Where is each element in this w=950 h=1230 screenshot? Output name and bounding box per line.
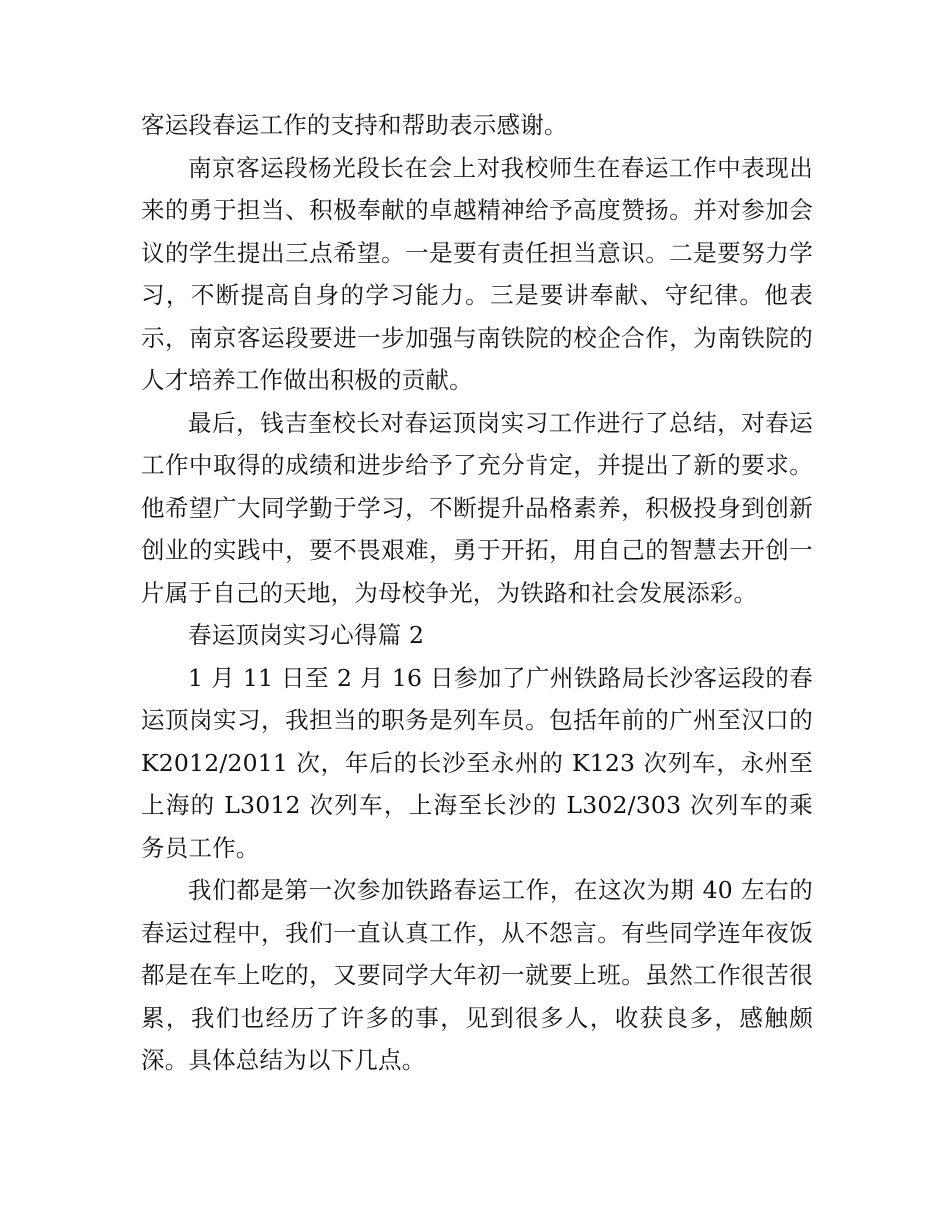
paragraph-3: 最后，钱吉奎校长对春运顶岗实习工作进行了总结，对春运工作中取得的成绩和进步给予了充分肯定，并提出了新的要求。他希望广大同学勤于学习，不断提升品格素养，积极投身到创新创业的实践中，要不畏艰难，勇于开拓，用自己的智慧去开创一片属于自己的天地，为母校争光，为铁路和社会发展添彩。: [141, 408, 813, 607]
paragraph-2: 南京客运段杨光段长在会上对我校师生在春运工作中表现出来的勇于担当、积极奉献的卓越精神给予高度赞扬。并对参加会议的学生提出三点希望。一是要有责任担当意识。二是要努力学习，不断提高自身的学习能力。三是要讲奉献、守纪律。他表示，南京客运段要进一步加强与南铁院的校企合作，为南铁院的人才培养工作做出积极的贡献。: [141, 153, 813, 394]
document-body: [141, 104, 813, 1082]
section-heading: 春运顶岗实习心得篇 2: [188, 621, 425, 649]
paragraph-4: 1 月 11 日至 2 月 16 日参加了广州铁路局长沙客运段的春运顶岗实习，我担当的职务是列车员。包括年前的广州至汉口的 K2012/2011 次，年后的长沙至永州的 K123 次列车，永州至上海的 L3012 次列车，上海至长沙的 L302/303 次列车的乘务员工作。: [141, 663, 813, 862]
paragraph-5: 我们都是第一次参加铁路春运工作，在这次为期 40 左右的春运过程中，我们一直认真工作，从不怨言。有些同学连年夜饭都是在车上吃的，又要同学大年初一就要上班。虽然工作很苦很累，我们也经历了许多的事，见到很多人，收获良多，感触颇深。具体总结为以下几点。: [141, 876, 813, 1074]
paragraph-1: 客运段春运工作的支持和帮助表示感谢。: [141, 111, 568, 139]
